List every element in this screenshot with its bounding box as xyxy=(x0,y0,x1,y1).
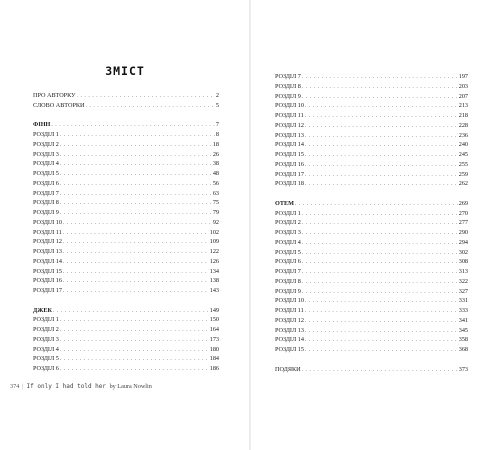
table-of-contents-right xyxy=(275,72,468,374)
toc-entry[interactable] xyxy=(275,316,468,326)
toc-entry[interactable] xyxy=(33,315,219,325)
toc-entry[interactable] xyxy=(33,257,219,267)
toc-entry-label: РОЗДІЛ 14 xyxy=(275,141,304,149)
toc-page-number: 218 xyxy=(458,112,468,119)
toc-page-number: 308 xyxy=(458,258,468,266)
toc-page-number: 331 xyxy=(458,297,468,305)
toc-entry-label: РОЗДІЛ 4 xyxy=(33,345,59,353)
dot-leader xyxy=(77,92,215,102)
toc-entry[interactable] xyxy=(33,179,219,189)
toc-entry-label: РОЗДІЛ 11 xyxy=(275,307,304,314)
toc-entry[interactable] xyxy=(275,238,468,248)
dot-leader xyxy=(60,209,212,219)
toc-entry-label: РОЗДІЛ 7 xyxy=(275,268,301,275)
dot-leader xyxy=(305,297,458,307)
toc-page-number: 262 xyxy=(458,180,468,188)
toc-entry[interactable] xyxy=(33,267,219,277)
toc-entry[interactable] xyxy=(33,247,219,257)
toc-page-number: 327 xyxy=(458,287,468,295)
toc-entry[interactable] xyxy=(275,218,468,228)
dot-leader xyxy=(51,121,215,131)
toc-page-number: 203 xyxy=(458,82,468,90)
toc-entry[interactable] xyxy=(275,287,468,297)
dot-leader xyxy=(63,238,209,248)
toc-entry-label: РОЗДІЛ 3 xyxy=(33,335,59,343)
toc-spacer xyxy=(275,189,468,199)
toc-entry[interactable] xyxy=(275,131,468,141)
toc-page-number: 143 xyxy=(209,287,219,294)
toc-entry-label: РОЗДІЛ 6 xyxy=(275,258,301,266)
toc-page-number: 213 xyxy=(458,102,468,110)
toc-entry-label: РОЗДІЛ 17 xyxy=(33,287,62,294)
toc-page-number: 373 xyxy=(458,365,468,373)
toc-entry-label: ПОДЯКИ xyxy=(275,365,301,373)
toc-entry-label: РОЗДІЛ 8 xyxy=(33,199,59,207)
toc-entry[interactable] xyxy=(275,365,468,375)
dot-leader xyxy=(63,248,209,258)
dot-leader xyxy=(305,161,458,171)
toc-entry-label: РОЗДІЛ 10 xyxy=(275,102,304,110)
toc-entry-label: РОЗДІЛ 10 xyxy=(33,218,62,226)
toc-entry-label: РОЗДІЛ 14 xyxy=(275,336,304,344)
toc-page-number: 8 xyxy=(215,131,219,138)
toc-page-number: 79 xyxy=(212,209,219,216)
toc-page-number: 56 xyxy=(212,179,219,187)
toc-page-number: 75 xyxy=(212,199,219,207)
footer-separator: | xyxy=(22,383,24,390)
toc-entry-label: РОЗДІЛ 5 xyxy=(33,355,59,363)
toc-entry-label: РОЗДІЛ 16 xyxy=(275,160,304,168)
toc-spacer xyxy=(33,111,219,121)
toc-entry-label: РОЗДІЛ 12 xyxy=(275,121,304,129)
toc-entry[interactable] xyxy=(275,72,468,82)
dot-leader xyxy=(305,151,458,161)
toc-entry[interactable] xyxy=(275,179,468,189)
toc-part-label: ФІНН xyxy=(33,121,51,129)
toc-entry-label: РОЗДІЛ 1 xyxy=(33,131,59,138)
toc-entry-label: РОЗДІЛ 9 xyxy=(275,287,301,295)
page-footer xyxy=(10,383,152,390)
toc-page-number: 270 xyxy=(458,209,468,217)
dot-leader xyxy=(60,170,212,180)
toc-entry[interactable] xyxy=(275,92,468,102)
toc-entry-label: РОЗДІЛ 15 xyxy=(33,267,62,275)
dot-leader xyxy=(302,278,458,288)
toc-page-number: 92 xyxy=(212,218,219,226)
dot-leader xyxy=(302,229,458,239)
toc-page-number: 2 xyxy=(215,92,219,99)
toc-entry-label: РОЗДІЛ 9 xyxy=(275,92,301,100)
toc-entry-label: РОЗДІЛ 1 xyxy=(33,316,59,324)
toc-entry[interactable] xyxy=(33,218,219,228)
toc-entry[interactable] xyxy=(275,257,468,267)
toc-page-number: 368 xyxy=(458,346,468,353)
toc-entry[interactable] xyxy=(33,354,219,364)
toc-page-number: 294 xyxy=(458,238,468,246)
toc-page-number: 277 xyxy=(458,219,468,227)
toc-entry[interactable] xyxy=(275,140,468,150)
table-of-contents-left xyxy=(33,91,219,374)
toc-page-number: 240 xyxy=(458,141,468,149)
toc-entry-label: РОЗДІЛ 10 xyxy=(275,297,304,305)
toc-page-number: 186 xyxy=(209,365,219,372)
toc-entry[interactable] xyxy=(33,101,219,111)
toc-entry[interactable] xyxy=(33,208,219,218)
toc-entry-label: РОЗДІЛ 6 xyxy=(33,179,59,187)
toc-entry[interactable] xyxy=(33,276,219,286)
toc-page-number: 255 xyxy=(458,160,468,168)
toc-entry-label: РОЗДІЛ 1 xyxy=(275,209,301,217)
toc-entry-label: РОЗДІЛ 4 xyxy=(275,238,301,246)
toc-entry[interactable] xyxy=(275,121,468,131)
toc-entry[interactable] xyxy=(33,189,219,199)
toc-entry[interactable] xyxy=(33,286,219,296)
page-number: 374 xyxy=(10,383,20,390)
toc-page-number: 333 xyxy=(458,307,468,314)
toc-entry[interactable] xyxy=(33,335,219,345)
toc-entry[interactable] xyxy=(33,198,219,208)
dot-leader xyxy=(60,151,212,161)
dot-leader xyxy=(302,93,458,103)
toc-entry-label: РОЗДІЛ 15 xyxy=(275,151,304,158)
toc-page-number: 149 xyxy=(209,306,219,314)
toc-page-number: 109 xyxy=(209,238,219,246)
toc-part-label: ОТЕМ xyxy=(275,199,294,207)
toc-entry[interactable] xyxy=(275,228,468,238)
toc-page-number: 302 xyxy=(458,248,468,256)
toc-page-number: 180 xyxy=(209,345,219,353)
toc-page-number: 102 xyxy=(209,228,219,236)
dot-leader xyxy=(63,258,209,268)
toc-entry[interactable] xyxy=(275,160,468,170)
toc-part-entry[interactable] xyxy=(33,306,219,316)
toc-spacer xyxy=(33,296,219,306)
dot-leader xyxy=(305,307,458,317)
dot-leader xyxy=(60,336,209,346)
toc-part-entry[interactable] xyxy=(33,120,219,130)
toc-entry[interactable] xyxy=(275,345,468,355)
toc-spacer xyxy=(275,355,468,365)
dot-leader xyxy=(60,365,209,375)
toc-page-number: 48 xyxy=(212,170,219,177)
dot-leader xyxy=(302,268,458,278)
toc-entry-label: РОЗДІЛ 11 xyxy=(275,112,304,119)
page-title: ЗМІСТ xyxy=(105,64,145,78)
toc-entry-label: РОЗДІЛ 2 xyxy=(33,326,59,333)
dot-leader xyxy=(305,346,458,356)
toc-page-number: 5 xyxy=(215,101,219,109)
toc-entry[interactable] xyxy=(275,82,468,92)
toc-entry-label: РОЗДІЛ 12 xyxy=(33,238,62,246)
toc-entry-label: РОЗДІЛ 14 xyxy=(33,257,62,265)
dot-leader xyxy=(305,141,458,151)
toc-entry[interactable] xyxy=(275,170,468,180)
toc-page-number: 322 xyxy=(458,277,468,285)
dot-leader xyxy=(305,132,458,142)
toc-page-number: 236 xyxy=(458,131,468,139)
dot-leader xyxy=(63,219,212,229)
toc-page-number: 164 xyxy=(209,326,219,333)
toc-entry[interactable] xyxy=(33,364,219,374)
toc-entry[interactable] xyxy=(33,150,219,160)
toc-page-number: 18 xyxy=(212,140,219,148)
toc-entry-label: РОЗДІЛ 16 xyxy=(33,277,62,285)
running-head-author: by Laura Nowlin xyxy=(109,383,152,390)
dot-leader xyxy=(302,366,458,376)
toc-page-number: 184 xyxy=(209,355,219,363)
toc-page-number: 259 xyxy=(458,170,468,178)
dot-leader xyxy=(302,83,458,93)
dot-leader xyxy=(295,200,458,210)
toc-part-label: ДЖЕК xyxy=(33,306,52,314)
toc-entry[interactable] xyxy=(275,335,468,345)
dot-leader xyxy=(60,131,215,141)
dot-leader xyxy=(60,346,209,356)
dot-leader xyxy=(302,258,458,268)
toc-entry-label: РОЗДІЛ 7 xyxy=(275,73,301,80)
toc-entry[interactable] xyxy=(275,306,468,316)
toc-page-number: 134 xyxy=(209,267,219,275)
dot-leader xyxy=(305,122,458,132)
toc-page-number: 290 xyxy=(458,229,468,236)
toc-page-number: 150 xyxy=(209,316,219,324)
dot-leader xyxy=(60,160,212,170)
toc-page-number: 197 xyxy=(458,73,468,80)
dot-leader xyxy=(305,171,458,181)
toc-entry-label: РОЗДІЛ 9 xyxy=(33,209,59,216)
toc-entry[interactable] xyxy=(275,267,468,277)
toc-entry-label: РОЗДІЛ 5 xyxy=(33,170,59,177)
dot-leader xyxy=(302,73,458,83)
toc-entry[interactable] xyxy=(275,101,468,111)
toc-page-number: 63 xyxy=(212,189,219,197)
dot-leader xyxy=(302,249,458,259)
toc-entry-label: РОЗДІЛ 3 xyxy=(275,229,301,236)
dot-leader xyxy=(305,112,458,122)
toc-page-number: 269 xyxy=(458,199,468,207)
toc-entry[interactable] xyxy=(275,209,468,219)
toc-entry[interactable] xyxy=(275,296,468,306)
toc-page-number: 313 xyxy=(458,268,468,275)
toc-entry-label: РОЗДІЛ 7 xyxy=(33,189,59,197)
dot-leader xyxy=(60,190,212,200)
toc-entry[interactable] xyxy=(275,150,468,160)
toc-entry[interactable] xyxy=(33,169,219,179)
toc-entry-label: СЛОВО АВТОРКИ xyxy=(33,101,85,109)
toc-entry[interactable] xyxy=(275,111,468,121)
dot-leader xyxy=(60,316,209,326)
dot-leader xyxy=(63,229,209,239)
toc-entry-label: РОЗДІЛ 13 xyxy=(275,131,304,139)
toc-entry-label: РОЗДІЛ 8 xyxy=(275,277,301,285)
toc-entry[interactable] xyxy=(33,140,219,150)
toc-entry-label: РОЗДІЛ 4 xyxy=(33,160,59,168)
dot-leader xyxy=(60,326,209,336)
dot-leader xyxy=(63,287,209,297)
toc-entry-label: РОЗДІЛ 13 xyxy=(33,248,62,255)
toc-entry-label: ПРО АВТОРКУ xyxy=(33,92,76,99)
toc-entry-label: РОЗДІЛ 12 xyxy=(275,316,304,324)
dot-leader xyxy=(302,210,458,220)
toc-entry-label: РОЗДІЛ 8 xyxy=(275,82,301,90)
toc-entry[interactable] xyxy=(33,237,219,247)
dot-leader xyxy=(60,355,209,365)
toc-entry[interactable] xyxy=(275,326,468,336)
toc-page-number: 7 xyxy=(215,121,219,129)
toc-entry-label: РОЗДІЛ 2 xyxy=(275,219,301,227)
toc-entry-label: РОЗДІЛ 6 xyxy=(33,365,59,372)
dot-leader xyxy=(63,277,209,287)
toc-entry-label: РОЗДІЛ 11 xyxy=(33,228,62,236)
dot-leader xyxy=(60,180,212,190)
dot-leader xyxy=(305,102,458,112)
toc-page-number: 341 xyxy=(458,316,468,324)
toc-entry[interactable] xyxy=(33,345,219,355)
toc-entry[interactable] xyxy=(33,228,219,238)
toc-entry-label: РОЗДІЛ 15 xyxy=(275,346,304,353)
dot-leader xyxy=(305,317,458,327)
toc-page-number: 38 xyxy=(212,160,219,168)
toc-entry-label: РОЗДІЛ 5 xyxy=(275,248,301,256)
toc-part-entry[interactable] xyxy=(275,199,468,209)
dot-leader xyxy=(305,180,458,190)
toc-page-number: 122 xyxy=(209,248,219,255)
toc-entry[interactable] xyxy=(275,277,468,287)
toc-page-number: 358 xyxy=(458,336,468,344)
toc-page-number: 26 xyxy=(212,150,219,158)
toc-page-number: 138 xyxy=(209,277,219,285)
toc-page-number: 245 xyxy=(458,151,468,158)
dot-leader xyxy=(60,199,212,209)
toc-page-number: 126 xyxy=(209,257,219,265)
toc-entry[interactable] xyxy=(275,248,468,258)
toc-entry[interactable] xyxy=(33,325,219,335)
dot-leader xyxy=(302,239,458,249)
toc-page-number: 173 xyxy=(209,335,219,343)
toc-page-number: 345 xyxy=(458,326,468,334)
toc-page-number: 228 xyxy=(458,121,468,129)
toc-entry-label: РОЗДІЛ 3 xyxy=(33,150,59,158)
dot-leader xyxy=(60,141,212,151)
dot-leader xyxy=(53,307,209,317)
running-head-title: If only I had told her xyxy=(26,383,107,390)
toc-entry-label: РОЗДІЛ 18 xyxy=(275,180,304,188)
dot-leader xyxy=(86,102,215,112)
dot-leader xyxy=(305,327,458,337)
toc-page-number: 207 xyxy=(458,92,468,100)
toc-entry[interactable] xyxy=(33,91,219,101)
toc-entry-label: РОЗДІЛ 13 xyxy=(275,326,304,334)
toc-entry-label: РОЗДІЛ 17 xyxy=(275,170,304,178)
toc-entry[interactable] xyxy=(33,130,219,140)
dot-leader xyxy=(302,219,458,229)
toc-entry-label: РОЗДІЛ 2 xyxy=(33,140,59,148)
dot-leader xyxy=(63,268,209,278)
dot-leader xyxy=(305,336,458,346)
dot-leader xyxy=(302,288,458,298)
toc-entry[interactable] xyxy=(33,159,219,169)
